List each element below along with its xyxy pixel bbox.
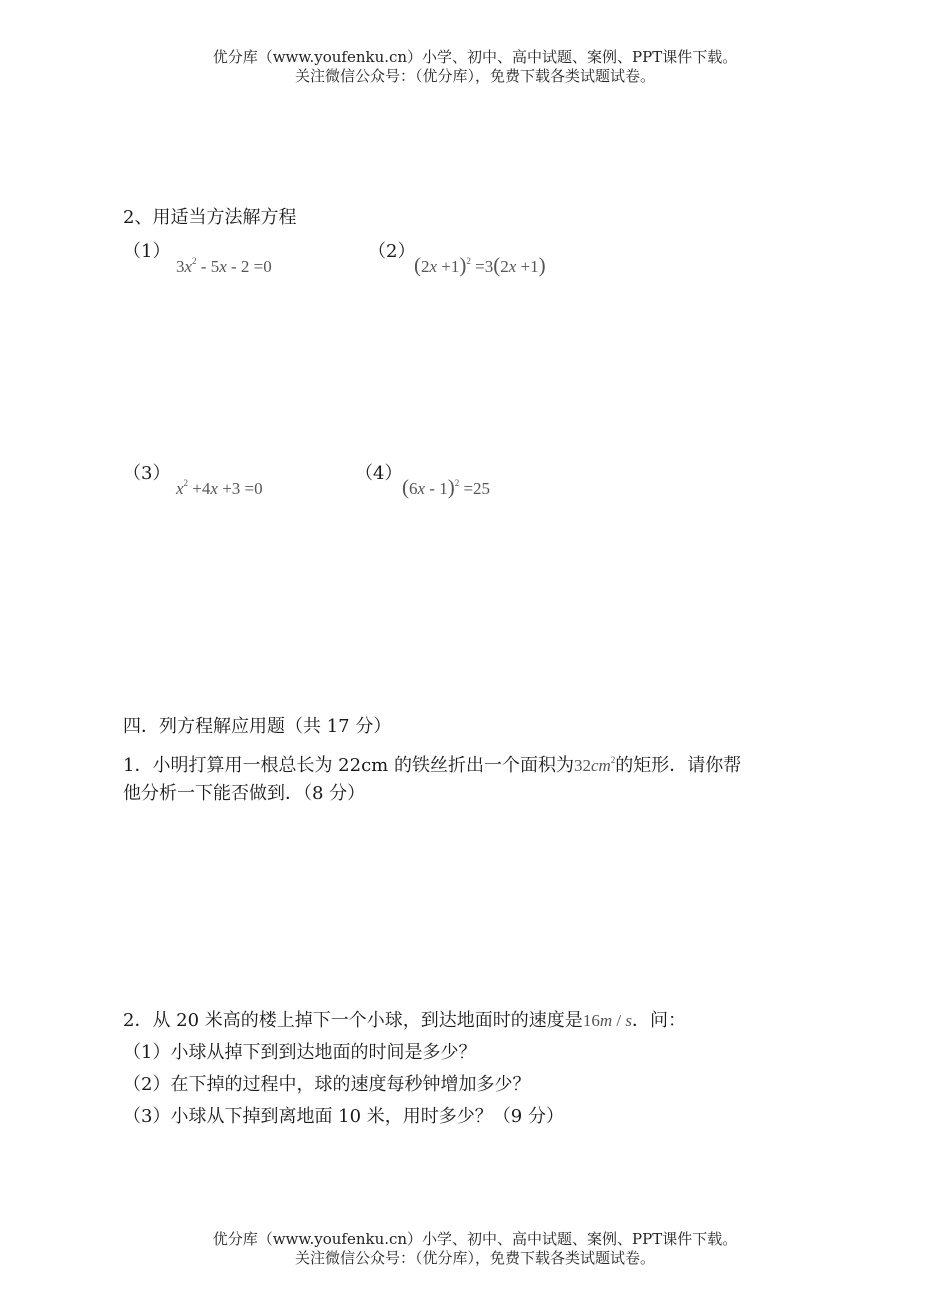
equation-1: $3x^2 - 5x - 2 =0$ bbox=[176, 256, 272, 276]
header-line-1: 优分库（www.youfenku.cn）小学、初中、高中试题、案例、PPT课件下载。 bbox=[212, 48, 738, 66]
problem-1-label: （1） bbox=[123, 241, 171, 262]
question-1-line-2: 他分析一下能否做到．（8 分） bbox=[123, 783, 366, 804]
equation-4: (6x - 1)$^2$ =25 bbox=[402, 475, 491, 499]
area-expression: $32cm^2$ bbox=[573, 755, 616, 775]
speed-expression: 16m / s bbox=[582, 1011, 632, 1030]
problem-3-label: （3） bbox=[123, 463, 171, 484]
footer-line-1: 优分库（www.youfenku.cn）小学、初中、高中试题、案例、PPT课件下载。 bbox=[212, 1230, 738, 1248]
footer-line-2: 关注微信公众号：（优分库），免费下载各类试题试卷。 bbox=[294, 1249, 655, 1267]
question-2-sub-2: （2）在下掉的过程中，球的速度每秒钟增加多少？ bbox=[123, 1074, 531, 1095]
equation-2: $(2x +1)^2 =3(2x +1)$ bbox=[414, 253, 546, 277]
equation-3: $x^2 +4x +3 =0$ bbox=[176, 478, 263, 498]
section-4-title: 四．列方程解应用题（共 17 分） bbox=[123, 716, 392, 737]
question-2-sub-3: （3）小球从下掉到离地面 10 米，用时多少？（9 分） bbox=[123, 1106, 564, 1127]
header-line-2: 关注微信公众号：（优分库），免费下载各类试题试卷。 bbox=[294, 67, 655, 85]
question-1-line-1: 1．小明打算用一根总长为 22cm 的铁丝折出一个面积为$32cm^2$的矩形．请你帮 bbox=[123, 755, 742, 776]
question-2-line-1: 2．从 20 米高的楼上掉下一个小球，到达地面时的速度是16m / s．问： bbox=[123, 1010, 686, 1031]
question-2-sub-1: （1）小球从掉下到到达地面的时间是多少？ bbox=[123, 1042, 477, 1063]
section-2-title: 2、用适当方法解方程 bbox=[123, 207, 297, 228]
problem-4-label: （4） bbox=[355, 463, 403, 484]
problem-2-label: （2） bbox=[368, 241, 416, 262]
